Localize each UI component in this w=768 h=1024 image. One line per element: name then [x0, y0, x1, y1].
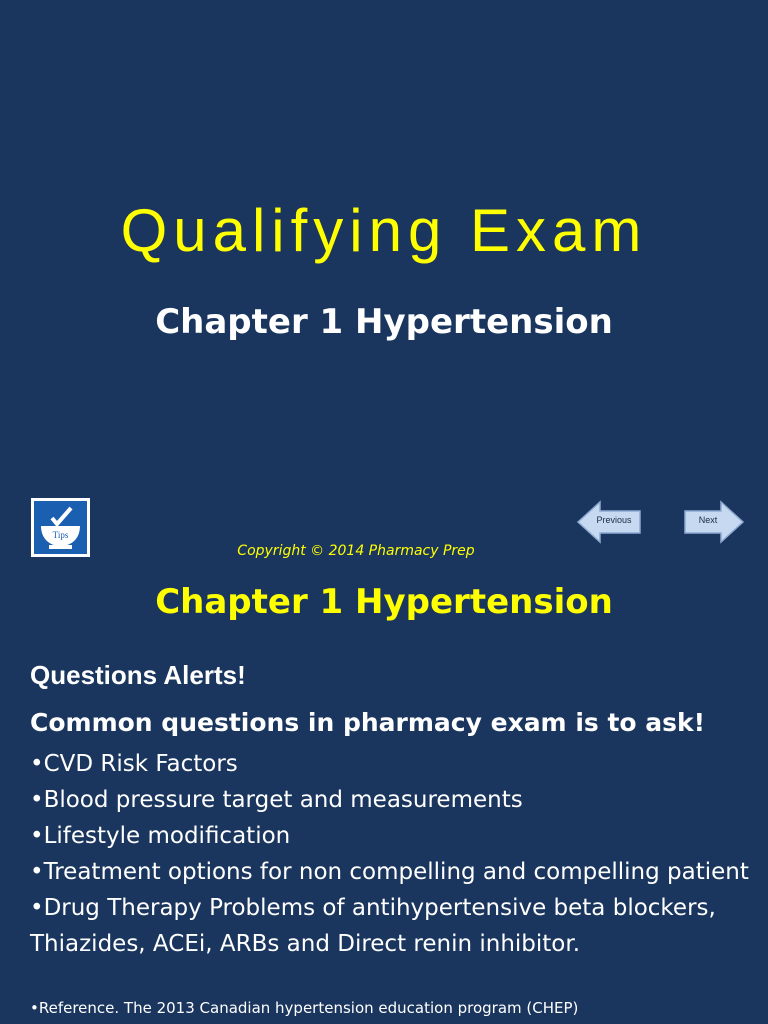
list-item: •Drug Therapy Problems of antihypertensive beta blockers, Thiazides, ACEi, ARBs and Direct renin inhibitor. — [30, 895, 716, 957]
logo-text: Tips — [52, 530, 69, 540]
slide-subtitle: Chapter 1 Hypertension — [155, 302, 613, 342]
list-item: •Treatment options for non compelling and compelling patient — [30, 859, 749, 885]
copyright-text: Copyright © 2014 Pharmacy Prep — [237, 543, 475, 559]
previous-button[interactable] — [576, 498, 660, 546]
previous-label: Previous — [596, 515, 632, 525]
common-questions-heading: Common questions in pharmacy exam is to ask! — [30, 708, 706, 737]
alert-heading: Questions Alerts! — [30, 660, 246, 690]
next-button[interactable] — [683, 498, 745, 546]
slide-title: Qualifying Exam — [120, 197, 648, 264]
next-label: Next — [698, 515, 718, 525]
list-item: •Blood pressure target and measurements — [30, 787, 523, 813]
reference-text: •Reference. The 2013 Canadian hypertension education program (CHEP) — [30, 999, 579, 1017]
list-item: •Lifestyle modification — [30, 823, 291, 849]
list-item: •CVD Risk Factors — [30, 751, 238, 777]
topic-list — [30, 746, 750, 962]
chapter-title: Chapter 1 Hypertension — [155, 582, 613, 622]
